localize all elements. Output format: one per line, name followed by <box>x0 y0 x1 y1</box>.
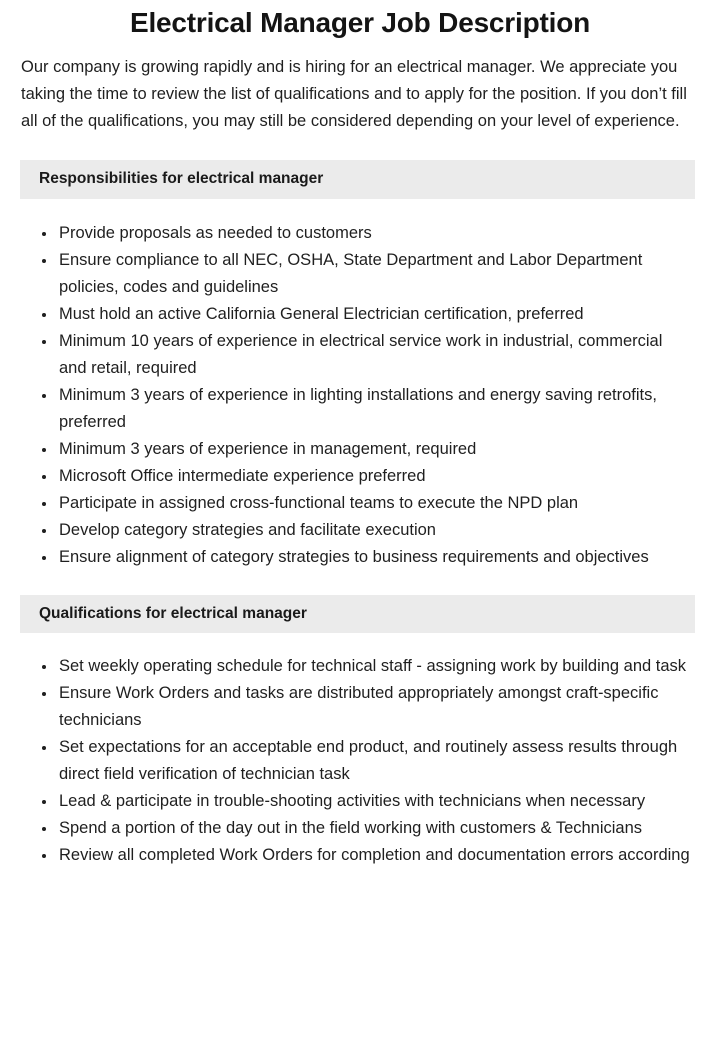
responsibilities-list <box>0 199 720 571</box>
list-item: Review all completed Work Orders for completion and documentation errors according <box>0 842 720 869</box>
responsibilities-section <box>0 160 720 570</box>
list-item: Provide proposals as needed to customers <box>0 220 720 247</box>
list-item: Minimum 10 years of experience in electrical service work in industrial, commercial and retail, required <box>0 328 720 382</box>
list-item: Spend a portion of the day out in the field working with customers & Technicians <box>0 815 720 842</box>
list-item: Minimum 3 years of experience in management, required <box>0 436 720 463</box>
page-title: Electrical Manager Job Description <box>129 7 590 38</box>
list-item: Minimum 3 years of experience in lighting installations and energy saving retrofits, preferred <box>0 382 720 436</box>
responsibilities-section-heading: Responsibilities for electrical manager <box>20 160 695 198</box>
qualifications-section <box>0 595 720 869</box>
list-item: Microsoft Office intermediate experience preferred <box>0 463 720 490</box>
list-item: Ensure compliance to all NEC, OSHA, State Department and Labor Department policies, codes and guidelines <box>0 247 720 301</box>
list-item: Must hold an active California General Electrician certification, preferred <box>0 301 720 328</box>
list-item: Ensure alignment of category strategies to business requirements and objectives <box>0 544 720 571</box>
list-item: Develop category strategies and facilitate execution <box>0 517 720 544</box>
list-item: Participate in assigned cross-functional teams to execute the NPD plan <box>0 490 720 517</box>
list-item: Set weekly operating schedule for technical staff - assigning work by building and task <box>0 653 720 680</box>
list-item: Ensure Work Orders and tasks are distributed appropriately amongst craft-specific technicians <box>0 680 720 734</box>
qualifications-section-heading: Qualifications for electrical manager <box>20 595 695 633</box>
list-item: Lead & participate in trouble-shooting activities with technicians when necessary <box>0 788 720 815</box>
list-item: Set expectations for an acceptable end product, and routinely assess results through direct field verification of technician task <box>0 734 720 788</box>
qualifications-list <box>0 633 720 869</box>
intro-paragraph: Our company is growing rapidly and is hiring for an electrical manager. We appreciate you taking the time to review the list of qualifications and to apply for the position. If you don’t fill all of the qualifications, you may still be considered depending on your level of experience. <box>21 58 687 131</box>
